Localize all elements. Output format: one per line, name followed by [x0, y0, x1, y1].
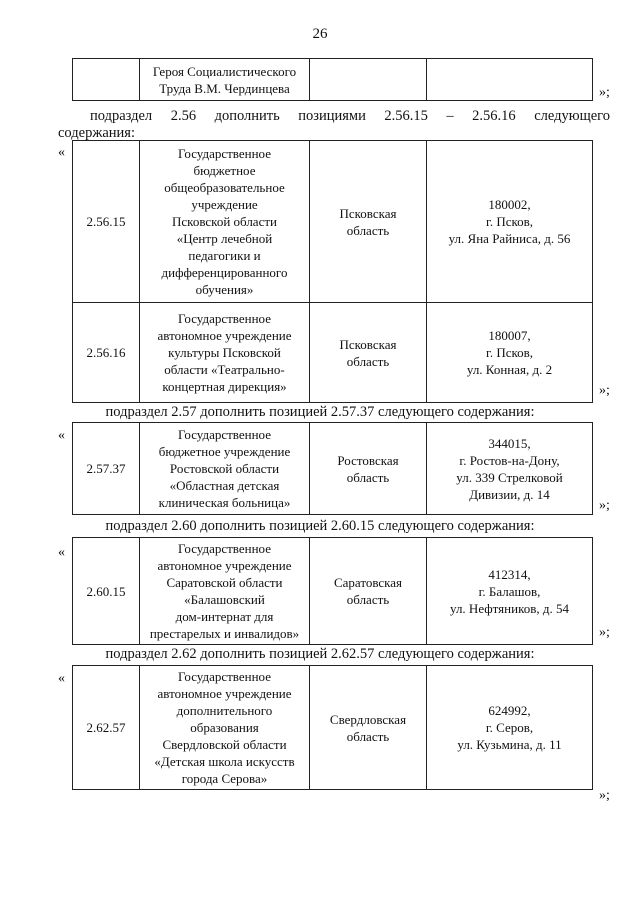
cell-region: Псковская область: [310, 303, 427, 403]
table-row: [73, 141, 593, 303]
closing-quote: »;: [599, 625, 610, 640]
cell-region: Ростовская область: [310, 423, 427, 515]
cell-organization-name: [140, 59, 310, 101]
cell-number: 2.62.57: [73, 666, 140, 790]
cell-number: [73, 59, 140, 101]
cell-organization-name: Государственное автономное учреждение дополнительного образования Свердловской области «Детская школа искусств города Серова»: [140, 666, 310, 790]
cell-address: 344015, г. Ростов-на-Дону, ул. 339 Стрелковой Дивизии, д. 14: [427, 423, 593, 515]
cell-region: Свердловская область: [310, 666, 427, 790]
continuation-table: [72, 58, 593, 101]
amendment-text-2-57: подраздел 2.57 дополнить позицией 2.57.37 следующего содержания:: [105, 404, 535, 420]
table-2-60: [72, 537, 593, 645]
cell-organization-name: Государственное бюджетное учреждение Ростовской области «Областная детская клиническая больница»: [140, 423, 310, 515]
opening-quote: «: [58, 428, 65, 443]
name-line: Героя Социалистического: [152, 63, 297, 79]
cell-address: 624992, г. Серов, ул. Кузьмина, д. 11: [427, 666, 593, 790]
closing-quote: »;: [599, 383, 610, 398]
amendment-text-2-60: подраздел 2.60 дополнить позицией 2.60.15 следующего содержания:: [105, 518, 535, 534]
table-2-56: [72, 140, 593, 403]
amendment-text-2-56: подраздел 2.56 дополнить позициями 2.56.15 – 2.56.16 следующего: [90, 108, 611, 124]
table-row: [73, 666, 593, 790]
opening-quote: «: [58, 145, 65, 160]
cell-region: [310, 59, 427, 101]
table-2-62: [72, 665, 593, 790]
table-row: [73, 423, 593, 515]
closing-quote: »;: [599, 788, 610, 803]
cell-region: Саратовская область: [310, 538, 427, 645]
opening-quote: «: [58, 671, 65, 686]
cell-region: Псковская область: [310, 141, 427, 303]
cell-address: [427, 59, 593, 101]
table-2-57: [72, 422, 593, 515]
cell-number: 2.57.37: [73, 423, 140, 515]
table-row: [73, 303, 593, 403]
table-row: [73, 538, 593, 645]
closing-quote: »;: [599, 498, 610, 513]
cell-organization-name: Государственное бюджетное общеобразовательное учреждение Псковской области «Центр лечебной педагогики и дифференцированного обучения»: [140, 141, 310, 303]
closing-quote: »;: [599, 85, 610, 100]
cell-address: 180007, г. Псков, ул. Конная, д. 2: [427, 303, 593, 403]
table-row: [73, 59, 593, 101]
cell-number: 2.60.15: [73, 538, 140, 645]
cell-number: 2.56.16: [73, 303, 140, 403]
cell-organization-name: Государственное автономное учреждение культуры Псковской области «Театрально- концертная дирекция»: [140, 303, 310, 403]
amendment-text-2-62: подраздел 2.62 дополнить позицией 2.62.57 следующего содержания:: [105, 646, 535, 662]
page-number: 26: [312, 26, 328, 42]
cell-address: 180002, г. Псков, ул. Яна Райниса, д. 56: [427, 141, 593, 303]
opening-quote: «: [58, 545, 65, 560]
cell-organization-name: Государственное автономное учреждение Саратовской области «Балашовский дом-интернат для престарелых и инвалидов»: [140, 538, 310, 645]
name-line: Труда В.М. Чердинцева: [159, 80, 290, 96]
amendment-text-2-56-continued: содержания:: [58, 125, 136, 141]
cell-address: 412314, г. Балашов, ул. Нефтяников, д. 54: [427, 538, 593, 645]
cell-number: 2.56.15: [73, 141, 140, 303]
